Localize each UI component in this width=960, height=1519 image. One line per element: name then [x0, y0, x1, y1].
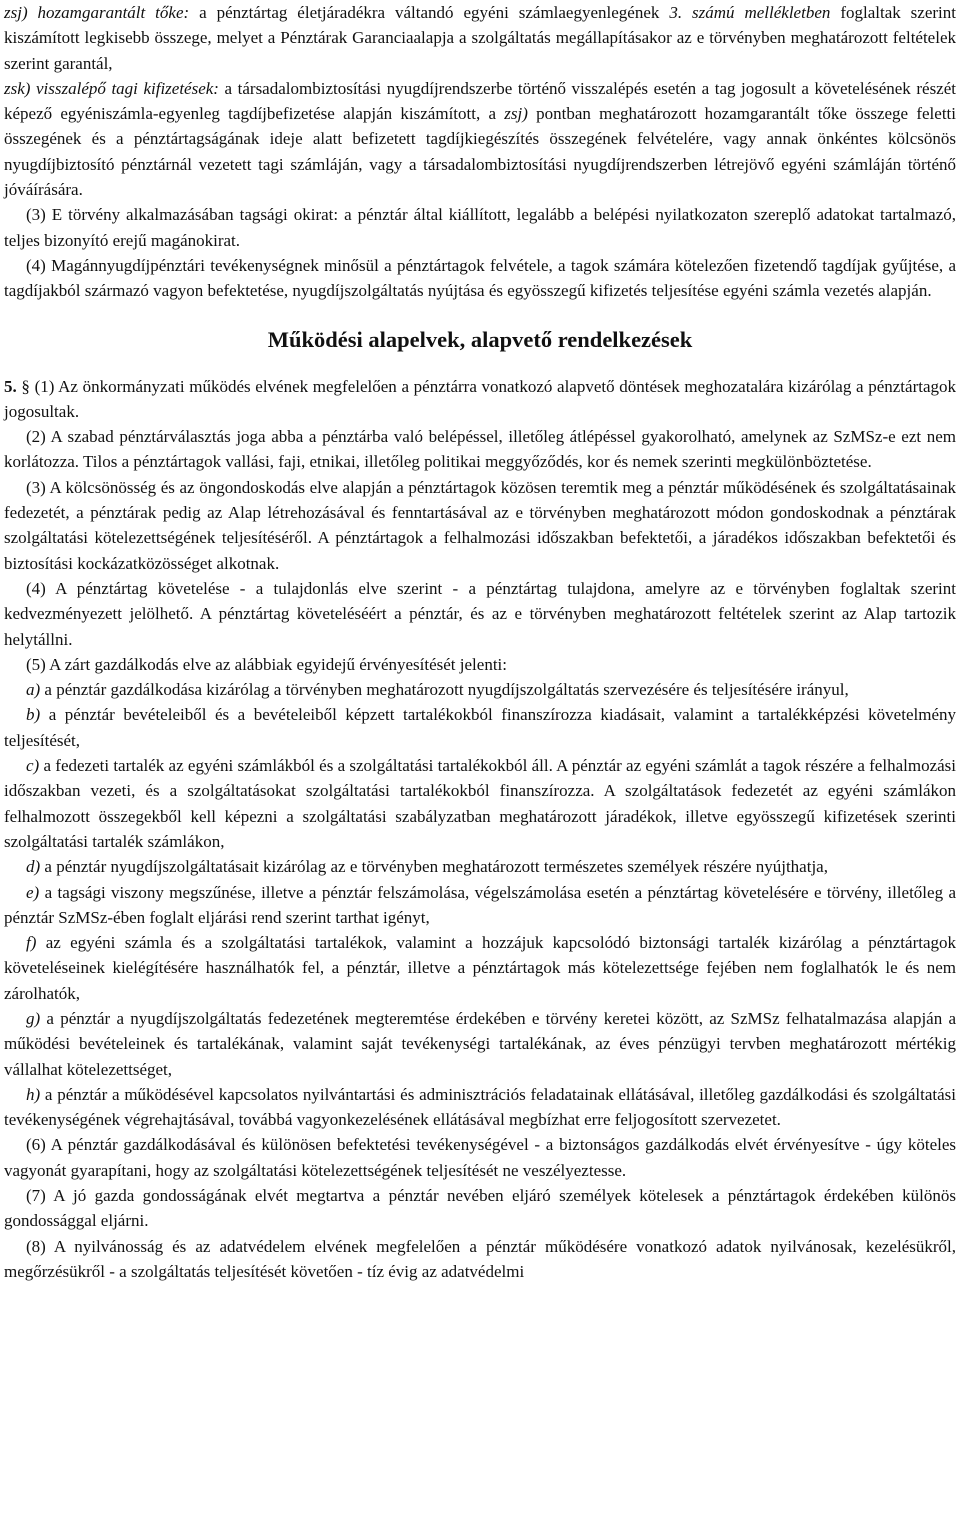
paragraph-text: pontban meghatározott hozamgarantált tőke összege feletti összegének és a pénztártagságának ideje alatt befizetett tagdíjkiegészítés összegének felvételére, vagy annak önkéntes kölcsönös nyugdíjbiztosító pénztárnál vezetett tagi számláján, vagy a társadalombiztosítási nyugdíjrendszerben létrejövő egyéni számláján történő jóváírására.	[4, 104, 956, 200]
item-text: a fedezeti tartalék az egyéni számlákból és a szolgáltatási tartalékokból áll. A pénztár az egyéni számlát a tagok részére a felhalmozási időszakban vezeti, és a szolgáltatásokat szolgáltatási tartalékokból finanszírozza. A szolgáltatások fedezetét az egyéni számlákon felhalmozott összegekből kell képezni a szolgáltatási szabályzatban meghatározott járadékok, illetve egyösszegű kifizetések szerinti szolgáltatási tartalék számlákon,	[4, 756, 956, 851]
item-text: a pénztár a működésével kapcsolatos nyilvántartási és adminisztrációs feladatainak ellátásával, illetőleg gazdálkodási és szolgáltatási tevékenységének végrehajtásával, továbbá vagyonkezelésének ellátásával megbízhat erre feljogosított szervezetet.	[4, 1084, 956, 1130]
paragraph-3: (3) E törvény alkalmazásában tagsági okirat: a pénztár által kiállított, legalább a belépési nyilatkozaton szereplő adatokat tartalmazó, teljes bizonyító erejű magánokirat.	[4, 205, 956, 250]
section-heading: Működési alapelvek, alapvető rendelkezések	[267, 326, 693, 352]
section-5-paragraph-3: (3) A kölcsönösség és az öngondoskodás elve alapján a pénztártagok közösen teremtik meg a pénztár működésének és szolgáltatásainak fedezetét, a pénztárak pedig az Alap létrehozásával és fenntartásával az e törvényben meghatározott módon gondoskodnak a pénztárak szolgáltatási kötelezettségének teljesítéséről. A pénztártagok a felhalmozási időszakban befektetői, a járadékos időszakban befektetői és biztosítási kockázatközösséget alkotnak.	[4, 477, 956, 573]
paragraph-4: (4) Magánnyugdíjpénztári tevékenységnek minősül a pénztártagok felvétele, a tagok számára kötelezően fizetendő tagdíjak gyűjtése, a tagdíjakból származó vagyon befektetése, nyugdíjszolgáltatás nyújtása és egyösszegű kifizetés teljesítése egyéni számla vezetés alapján.	[4, 255, 956, 301]
item-label: d)	[26, 857, 41, 877]
item-text: a tagsági viszony megszűnése, illetve a pénztár felszámolása, végelszámolása esetén a pénztártag követelésére e törvény, illetőleg a pénztár SzMSz-ében foglalt eljárási rend szerint tarthat igényt,	[4, 882, 956, 927]
item-text: a pénztár gazdálkodása kizárólag a törvényben meghatározott nyugdíjszolgáltatás szervezésére és teljesítésére irányul,	[40, 680, 849, 700]
item-label: f)	[26, 933, 37, 953]
list-item	[4, 930, 956, 1006]
list-item	[4, 880, 956, 931]
point-label-zsj: zsj) hozamgarantált tőke:	[4, 3, 190, 22]
list-item	[4, 1082, 956, 1133]
section-5-paragraph-2: (2) A szabad pénztárválasztás joga abba a pénztárba való belépéssel, illetőleg átlépéssel gyakorolható, amelynek az SzMSz-e ezt nem korlátozza. Tilos a pénztártagok vallási, faji, etnikai, illetőleg politikai meggyőződés, kor és nemek szerinti megkülönböztetése.	[4, 427, 956, 472]
item-label: c)	[26, 756, 40, 776]
paragraph-zsk	[4, 76, 956, 202]
section-number: 5.	[4, 376, 17, 396]
section-sign: §	[16, 376, 35, 396]
section-5-paragraph-4: (4) A pénztártag követelése - a tulajdonlás elve szerint - a pénztártag tulajdona, amelyre az e törvényben foglaltak szerint kedvezményezett jelölhető. A pénztártag követeléséért a pénztár, és az e törvényben meghatározott feltételek szerint az Alap tartozik helytállni.	[4, 578, 956, 649]
list-item	[4, 677, 956, 702]
paragraph-zsj	[4, 0, 956, 76]
list-item	[4, 1006, 956, 1082]
paragraph-text: (1) Az önkormányzati működés elvének megfelelően a pénztárra vonatkozó alapvető döntések meghozatalára kizárólag a pénztártagok jogosultak.	[4, 376, 957, 421]
item-label: g)	[26, 1008, 41, 1028]
item-text: a pénztár bevételeiből és a bevételeiből képzett tartalékokból finanszírozza kiadásait, valamint a tartalékképzési követelmény teljesítését,	[4, 705, 956, 750]
item-label: a)	[26, 680, 41, 700]
item-text: a pénztár nyugdíjszolgáltatásait kizárólag az e törvényben meghatározott természetes személyek részére nyújthatja,	[40, 857, 828, 877]
item-text: a pénztár a nyugdíjszolgáltatás fedezetének megteremtése érdekében e törvény keretei között, az SzMSz felhatalmazása alapján a működési bevételeinek és tartalékának, valamint saját tevékenységi tartalékának, az éves pénzügyi tervben meghatározott mértékig vállalhat kötelezettséget,	[4, 1008, 956, 1079]
section-5-paragraph-5: (5) A zárt gazdálkodás elve az alábbiak egyidejű érvényesítését jelenti:	[26, 654, 507, 674]
section-5-paragraph-7: (7) A jó gazda gondosságának elvét megtartva a pénztár nevében eljáró személyek kötelesek a pénztártagok érdekében különös gondossággal eljárni.	[4, 1186, 956, 1231]
paragraph-text: a pénztártag életjáradékra váltandó egyéni számlaegyenlegének	[189, 3, 670, 22]
point-reference: zsj)	[504, 104, 528, 124]
section-5-paragraph-8: (8) A nyilvánosság és az adatvédelem elvének megfelelően a pénztár működésére vonatkozó adatok nyilvánosak, kezelésükről, megőrzésükről - a szolgáltatás teljesítését követően - tíz évig az adatvédelmi	[4, 1236, 956, 1281]
item-label: e)	[26, 882, 40, 902]
section-5-paragraph-1	[4, 374, 956, 425]
paragraph-text: a társadalombiztosítási nyugdíjrendszerbe történő visszalépés esetén a tag jogosult a követelésének részét képező egyéniszámla-egyenleg tagdíjbefizetése alapján kiszámított, a	[4, 78, 956, 124]
item-label: h)	[26, 1084, 41, 1104]
list-item	[4, 702, 956, 753]
list-item	[4, 854, 956, 879]
item-text: az egyéni számla és a szolgáltatási tartalékok, valamint a hozzájuk kapcsolódó biztonsági tartalék kizárólag a pénztártagok követeléseinek kielégítésére használhatók fel, a pénztár, illetve a pénztártagok más kötelezettsége fejében nem foglalhatók le és nem zárolhatók,	[4, 933, 956, 1003]
point-label-zsk: zsk) visszalépő tagi kifizetések:	[4, 78, 219, 98]
paragraph-text: foglaltak szerint kiszámított legkisebb összege, melyet a Pénztárak Garanciaalapja a szolgáltatás megállapításakor az e törvényben meghatározott feltételek szerint garantál,	[4, 3, 956, 73]
section-5-paragraph-6: (6) A pénztár gazdálkodásával és különösen befektetési tevékenységével - a biztonságos gazdálkodás elvét érvényesítve - úgy köteles vagyonát gyarapítani, hogy az szolgáltatási kötelezettségének teljesítését ne veszélyeztesse.	[4, 1135, 956, 1180]
list-item	[4, 753, 956, 854]
annex-reference: 3. számú mellékletben	[669, 3, 831, 22]
item-label: b)	[26, 705, 41, 725]
